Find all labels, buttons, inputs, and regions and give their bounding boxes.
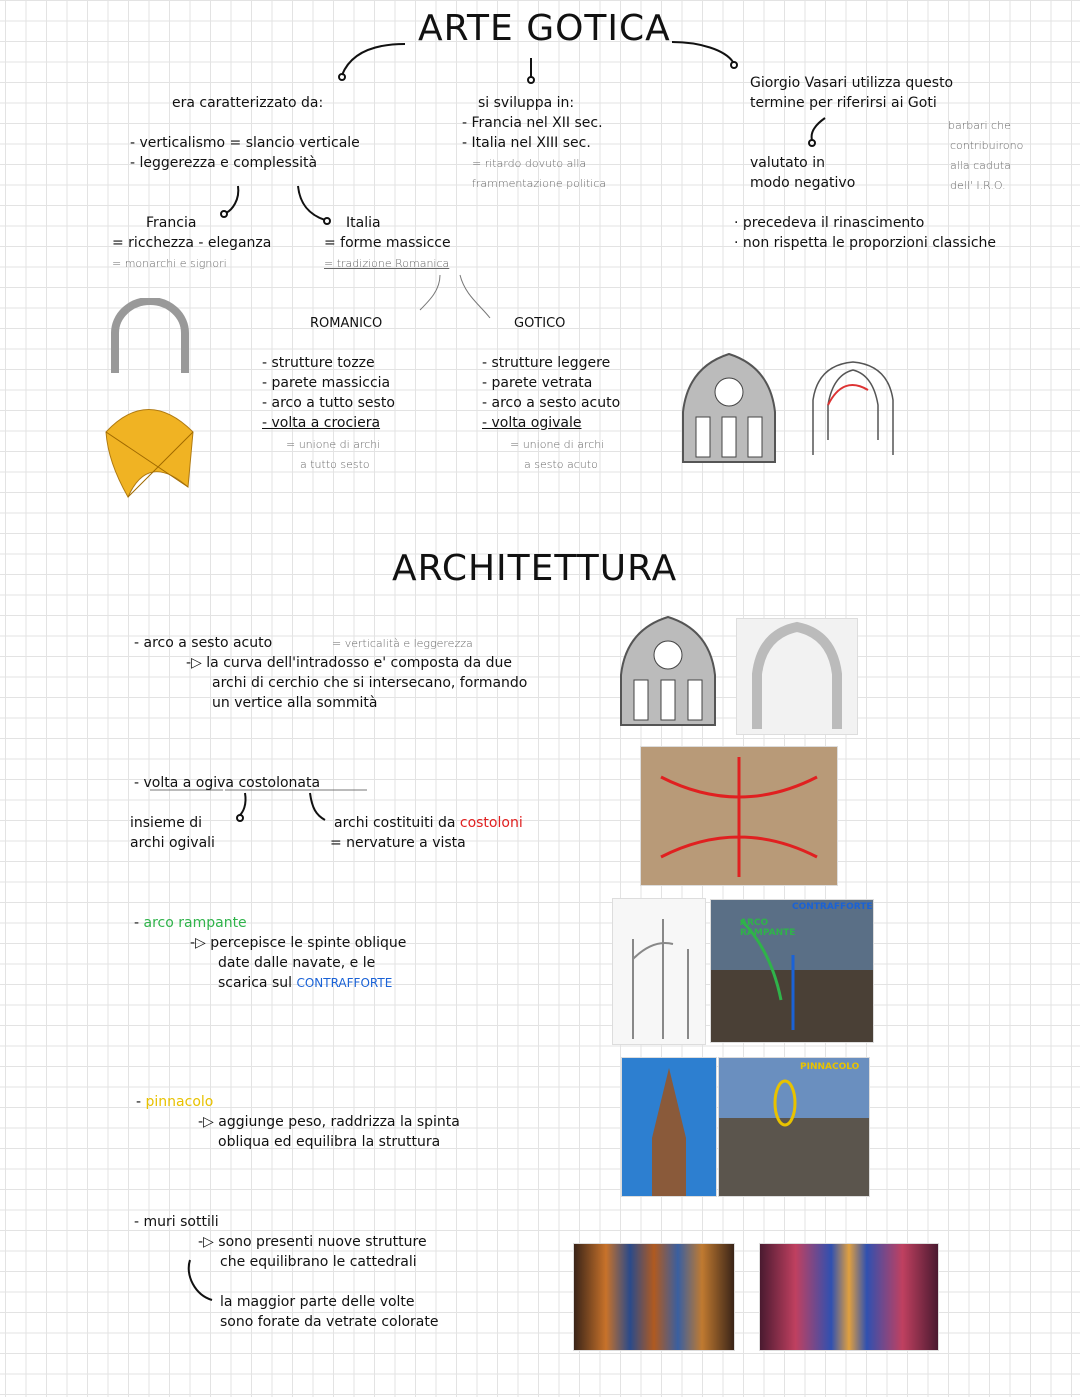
gotico-note: a sesto acuto [524,458,598,471]
arco-desc: un vertice alla sommità [212,695,378,711]
gotico-note: = unione di archi [510,438,605,451]
gotico-item: - volta ogivale [482,415,582,431]
left-intro: era caratterizzato da: [172,95,324,111]
gotico-item: - parete vetrata [482,375,593,391]
left-item: - leggerezza e complessità [130,155,318,171]
italia-note: = tradizione Romanica [324,257,450,270]
francia-note: = monarchi e signori [112,257,227,270]
italia-desc: = forme massicce [324,235,451,251]
goti-note: contribuirono [950,139,1024,152]
romanico-note: = unione di archi [286,438,381,451]
bullet: · precedeva il rinascimento [734,215,925,231]
bullet: · non rispetta le proporzioni classiche [734,235,997,251]
pinnacolo-desc: obliqua ed equilibra la struttura [218,1134,441,1150]
muri-desc: sono forate da vetrate colorate [220,1314,439,1330]
francia-desc: = ricchezza - eleganza [112,235,272,251]
romanico-note: a tutto sesto [300,458,370,471]
label-pinnacolo: PINNACOLO [800,1062,860,1072]
flying-buttress-diagram [612,898,706,1045]
cathedral-buttress-photo [710,899,874,1043]
gothic-window-image [678,352,780,467]
middle-note: frammentazione politica [472,177,607,190]
italia-label: Italia [346,215,381,231]
arco-desc: -▷ la curva dell'intradosso e' composta da due [186,655,512,671]
volta-ogiva [134,773,320,793]
text: pinnacolo [145,1094,214,1110]
arco-sesto-acuto: - arco a sesto acuto [134,635,273,651]
costoloni-highlight: costoloni [459,815,523,831]
valutato: valutato in [750,155,825,171]
gotico-item: - strutture leggere [482,355,611,371]
vasari-line: termine per riferirsi ai Goti [750,95,937,111]
stained-glass-photo [759,1243,939,1351]
rampante-desc: -▷ percepisce le spinte oblique [190,935,407,951]
title-architettura: ARCHITETTURA [392,548,678,589]
volta-note: insieme di [130,815,203,831]
text: scarica sul [218,975,297,991]
volta-note: archi ogivali [130,835,215,851]
goti-note: barbari che [948,119,1011,132]
muri-desc: -▷ sono presenti nuove strutture [198,1234,427,1250]
pinnacolo-desc: -▷ aggiunge peso, raddrizza la spinta [198,1114,460,1130]
arco-note: = verticalità e leggerezza [332,637,473,650]
gotico-item: - arco a sesto acuto [482,395,621,411]
valutato: modo negativo [750,175,856,191]
pointed-arch-diagram [736,618,858,735]
middle-item: - Francia nel XII sec. [462,115,603,131]
cathedral-pinnacle-photo [718,1057,870,1197]
vasari-line: Giorgio Vasari utilizza questo [750,75,954,91]
text: arco rampante [143,915,247,931]
cross-vault-image [98,392,203,502]
contrafforte-highlight: CONTRAFFORTE [296,976,393,990]
stained-glass-photo [573,1243,735,1351]
label-arco-rampante: ARCO RAMPANTE [740,918,796,938]
text: ogiva [195,775,235,791]
gothic-window-image [616,615,721,730]
pinnacolo: - pinnacolo [136,1094,214,1110]
goti-note: dell' I.R.O. [950,179,1006,192]
text: costolonata [238,775,321,791]
text: - volta a [134,775,196,791]
muri-desc: la maggior parte delle volte [220,1294,415,1310]
nervature: = nervature a vista [330,835,466,851]
romanico-heading: ROMANICO [310,316,383,331]
goti-note: alla caduta [950,159,1011,172]
rampante-desc: date dalle navate, e le [218,955,376,971]
middle-intro: si sviluppa in: [478,95,575,111]
romanico-item: - arco a tutto sesto [262,395,395,411]
romanico-item: - strutture tozze [262,355,375,371]
pinnacle-tower-photo [621,1057,717,1197]
left-item: - verticalismo = slancio verticale [130,135,360,151]
costoloni-line [334,813,523,833]
middle-note: = ritardo dovuto alla [472,157,587,170]
francia-label: Francia [146,215,197,231]
ribbed-vault-photo [640,746,838,886]
label-contrafforte: CONTRAFFORTE [792,902,873,912]
romanico-item: - parete massiccia [262,375,391,391]
title-arte-gotica: ARTE GOTICA [418,8,671,49]
arco-rampante: - arco rampante [134,915,247,931]
muri-sottili: - muri sottili [134,1214,219,1230]
rampante-desc [218,973,392,993]
ogival-vault-diagram [808,360,898,460]
gotico-heading: GOTICO [514,316,566,331]
round-arch-diagram [95,298,205,378]
middle-item: - Italia nel XIII sec. [462,135,591,151]
arco-desc: archi di cerchio che si intersecano, formando [212,675,528,691]
text: archi costituiti da [334,815,460,831]
muri-desc: che equilibrano le cattedrali [220,1254,417,1270]
romanico-item: - volta a crociera [262,415,381,431]
